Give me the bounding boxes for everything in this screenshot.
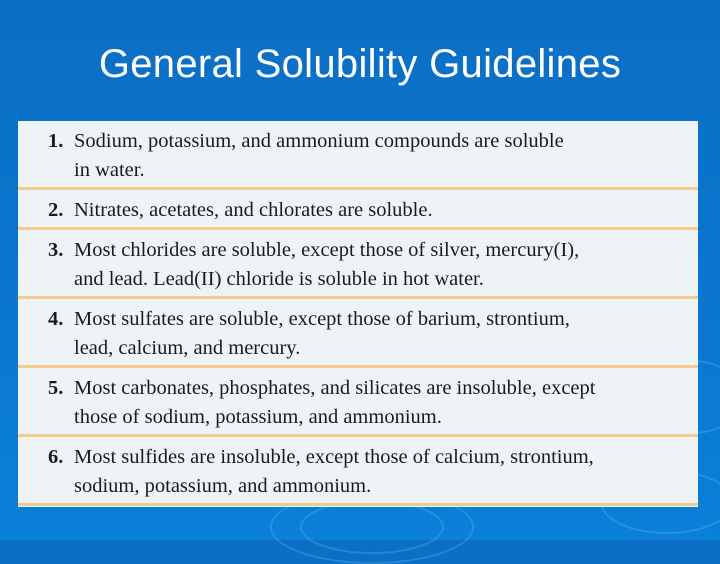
rule-row-5 xyxy=(18,368,698,437)
rule-row-1 xyxy=(18,121,698,190)
rule-text: Most sulfates are soluble, except those of barium, strontium, lead, calcium, and mercury. xyxy=(74,308,570,359)
solubility-rules-table xyxy=(18,121,698,507)
rule-number: 3. xyxy=(48,239,64,261)
rule-row-2 xyxy=(18,190,698,230)
rule-row-6 xyxy=(18,437,698,506)
rule-number: 2. xyxy=(48,199,64,221)
rule-number: 4. xyxy=(48,308,64,330)
rule-text: Most sulfides are insoluble, except those of calcium, strontium, sodium, potassium, and ammonium. xyxy=(74,446,594,497)
rule-text: Most chlorides are soluble, except those of silver, mercury(I), and lead. Lead(II) chloride is soluble in hot water. xyxy=(74,239,580,290)
rule-number: 6. xyxy=(48,446,64,468)
rule-number: 5. xyxy=(48,377,64,399)
slide-title: General Solubility Guidelines xyxy=(98,42,622,86)
rule-number: 1. xyxy=(48,130,64,152)
rule-row-4 xyxy=(18,299,698,368)
rule-row-3 xyxy=(18,230,698,299)
rule-text: Most carbonates, phosphates, and silicates are insoluble, except those of sodium, potassium, and ammonium. xyxy=(74,377,596,428)
background-ripple xyxy=(300,500,444,554)
rule-text: Sodium, potassium, and ammonium compounds are soluble in water. xyxy=(74,130,564,181)
rule-text: Nitrates, acetates, and chlorates are soluble. xyxy=(74,199,433,221)
